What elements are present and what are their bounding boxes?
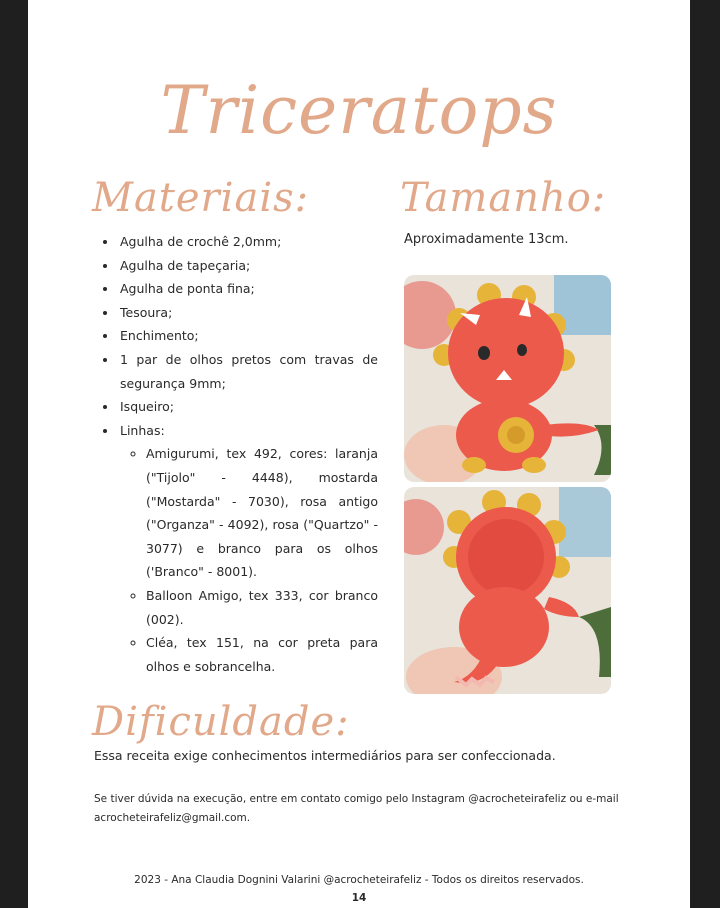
triceratops-front-photo bbox=[404, 275, 611, 482]
yarn-list bbox=[120, 442, 378, 678]
materials-heading: Materiais: bbox=[92, 175, 310, 221]
page-number: 14 bbox=[351, 892, 367, 904]
triceratops-back-photo bbox=[404, 487, 611, 694]
list-item: • Agulha de crochê 2,0mm; bbox=[118, 230, 378, 254]
list-item-yarns bbox=[118, 419, 378, 679]
viewer-frame-left bbox=[0, 0, 28, 908]
triceratops-back-image bbox=[404, 487, 611, 694]
materials-list bbox=[100, 230, 378, 678]
document-page bbox=[28, 0, 690, 908]
contact-text: Se tiver dúvida na execução, entre em contato comigo pelo Instagram @acrocheteirafeliz ou e-mail acrocheteirafeliz@gmail.com. bbox=[94, 793, 619, 824]
list-item: • Agulha de tapeçaria; bbox=[118, 254, 378, 278]
viewer-frame-right bbox=[690, 0, 720, 908]
triceratops-front-image bbox=[404, 275, 611, 482]
list-item: • Isqueiro; bbox=[118, 395, 378, 419]
page-title: Triceratops bbox=[160, 72, 558, 149]
list-item: • Enchimento; bbox=[118, 324, 378, 348]
yarn-item: ◦ Amigurumi, tex 492, cores: laranja ("Tijolo" - 4448), mostarda ("Mostarda" - 7030), rosa antigo ("Organza" - 4092), rosa ("Quartzo" - 3077) e branco para os olhos ('Branco" - 8001). bbox=[146, 442, 378, 584]
list-item-label: Linhas: bbox=[120, 422, 165, 438]
difficulty-text: Essa receita exige conhecimentos intermediários para ser confeccionada. bbox=[94, 748, 556, 763]
size-heading: Tamanho: bbox=[400, 175, 607, 221]
list-item: • Tesoura; bbox=[118, 301, 378, 325]
list-item: • Agulha de ponta fina; bbox=[118, 277, 378, 301]
size-text: Aproximadamente 13cm. bbox=[404, 232, 569, 247]
yarn-item: ◦ Balloon Amigo, tex 333, cor branco (002). bbox=[146, 584, 378, 631]
copyright-footer: 2023 - Ana Claudia Dognini Valarini @acrocheteirafeliz - Todos os direitos reservados. bbox=[134, 874, 584, 886]
list-item: • 1 par de olhos pretos com travas de segurança 9mm; bbox=[118, 348, 378, 395]
yarn-item: ◦ Cléa, tex 151, na cor preta para olhos e sobrancelha. bbox=[146, 631, 378, 678]
difficulty-heading: Dificuldade: bbox=[92, 699, 350, 745]
